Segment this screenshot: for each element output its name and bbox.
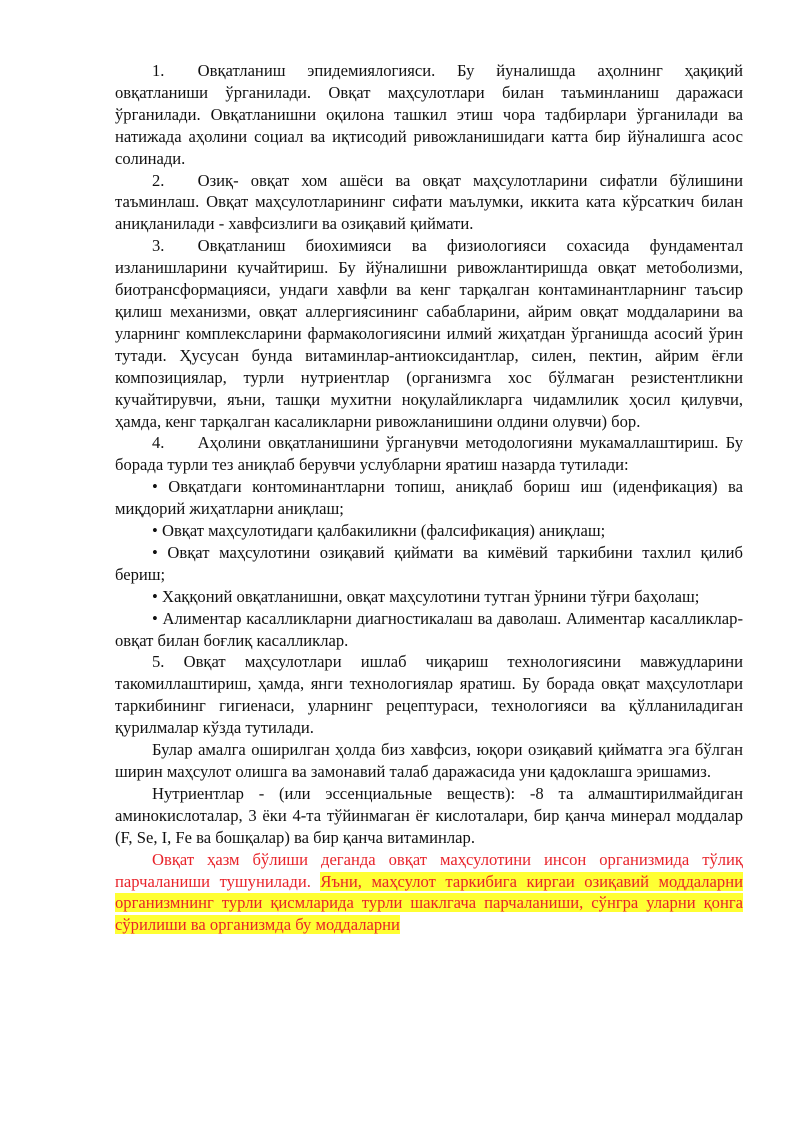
digestion-red-text: Овқат ҳазм бўлиши деганда овқат маҳсулотини инсон организмида тўлиқ парчаланиши тушунилади.: [115, 849, 743, 891]
bullet-item-assessment: • Хаққоний овқатланишни, овқат маҳсулотини тутган ўрнини тўғри баҳолаш;: [152, 586, 700, 606]
paragraph-item-1: 1. Овқатланиш эпидемиялогияси. Бу йуналишда аҳолнинг ҳақиқий овқатланиши ўрганилади. Овқат маҳсулотлари билан таъминланиш даражаси ўрганилади. Овқатланишни оқилона ташкил этиш чора тадбирлари ўрганилади ва натижада аҳолини социал ва иқтисодий ривожланишидаги катта бир йўналишга асос солинади.: [115, 61, 743, 168]
document-page: [115, 60, 743, 936]
bullet-item-contaminants: • Овқатдаги контоминантларни топиш, аниқлаб бориш иш (иденфикация) ва миқдорий жиҳатларни аниқлаш;: [115, 477, 743, 519]
summary-paragraph: Булар амалга оширилган ҳолда биз хавфсиз, юқори озиқавий қийматга эга бўлган ширин маҳсулот олишга ва замонавий талаб даражасида уни қадоклашга эришамиз.: [115, 740, 743, 781]
paragraph-item-3: 3. Овқатланиш биохимияси ва физиологияси сохасида фундаментал изланишларини кучайтириш. Бу йўналишни ривожлантиришда овқат метоболизми, биотрансформацияси, ундаги хавфли ва кенг тарқалган контаминантларнинг таъсир қилиш механизми, овқат аллергиясининг сабабларини, айрим овқат моддаларини ва уларнинг комплексларини фармакологиясини илмий жиҳатдан ўрганишда асосий ўрин тутади. Ҳусусан бунда витаминлар-антиоксидантлар, силен, пектин, айрим ёғли композициялар, турли нутриентлар (организмга хос бўлмаган резистентликни кучайтирувчи, яъни, ташқи мухитни ноқулайликларга чидамлилик ҳосил қилувчи, ҳамда, кенг тарқалган касаликларни ривожланишини олдини олувчи) бор.: [115, 236, 743, 431]
nutrients-paragraph: Нутриентлар - (или эссенциальные веществ): -8 та алмаштирилмайдиган аминокислоталар, 3 ёки 4-та тўйинмаган ёғ кислоталари, бир қанча минерал моддалар (F, Se, I, Fe ва бошқалар) ва бир қанча витаминлар.: [115, 783, 743, 847]
bullet-item-alimentary-diseases: • Алиментар касалликларни диагностикалаш ва даволаш. Алиментар касалликлар-овқат билан боғлиқ касалликлар.: [115, 608, 743, 650]
digestion-highlighted-text: Яъни, маҳсулот таркибига киргаи озиқавий моддаларни организмнинг турли қисмларида турли шаклгача парчаланиши, сўнгра уларни қонга сўрилиши ва организмда бу моддаларни: [115, 871, 743, 935]
paragraph-item-5: 5. Овқат маҳсулотлари ишлаб чиқариш технологиясини мавжудларини такомиллаштириш, ҳамда, янги технологиялар яратиш. Бу борада овқат маҳсулотлари таркибининг гигиенаси, уларнинг рецептураси, технологияси ва қўлланиладиган қурилмалар кўзда тутилади.: [115, 652, 743, 738]
bullet-item-nutritional-value: • Овқат маҳсулотини озиқавий қиймати ва кимёвий таркибини тахлил қилиб бериш;: [115, 542, 743, 584]
paragraph-item-2: 2. Озиқ- овқат хом ашёси ва овқат маҳсулотларини сифатли бўлишини таъминлаш. Овқат маҳсулотларининг сифати маълумки, иккита ката кўрсаткич билан аниқланилади - хавфсизлиги ва озиқавий қиймати.: [115, 170, 743, 234]
digestion-paragraph: [115, 849, 743, 937]
paragraph-item-4: 4. Аҳолини овқатланишини ўрганувчи методологияни мукамаллаштириш. Бу борада турли тез аниқлаб берувчи услубларни яратиш назарда тутилади:: [115, 433, 743, 475]
bullet-item-falsification: • Овқат маҳсулотидаги қалбакиликни (фалсификация) аниқлаш;: [152, 521, 606, 541]
